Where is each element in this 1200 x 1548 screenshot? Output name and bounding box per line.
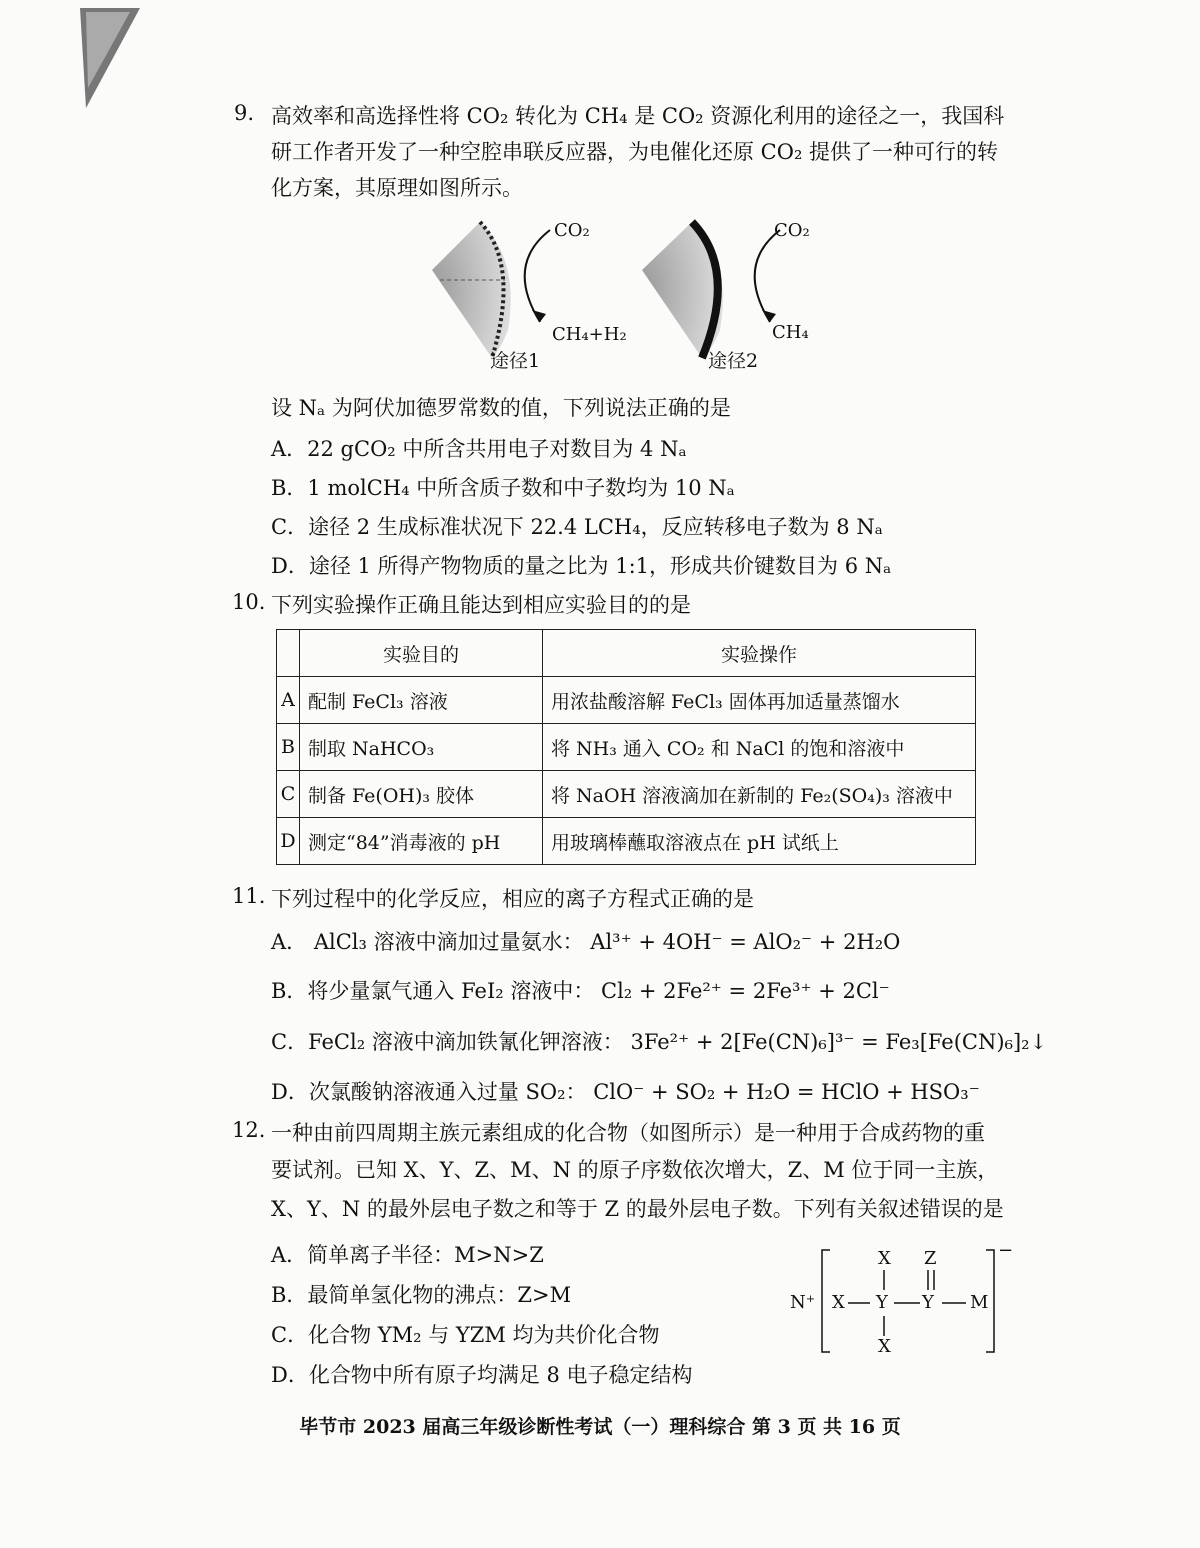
- table-cell: 将 NH₃ 通入 CO₂ 和 NaCl 的饱和溶液中: [543, 724, 976, 771]
- q10-number: 10.: [232, 590, 266, 614]
- q9-option-c: C．途径 2 生成标准状况下 22.4 LCH₄，反应转移电子数为 8 Nₐ: [271, 515, 883, 539]
- q12-line1: 一种由前四周期主族元素组成的化合物（如图所示）是一种用于合成药物的重: [271, 1121, 985, 1145]
- q11-option-d: D．次氯酸钠溶液通入过量 SO₂： ClO⁻ + SO₂ + H₂O = HClO + HSO₃⁻: [271, 1080, 980, 1104]
- q9-reaction-diagram: [420, 210, 840, 380]
- q9-line2: 研工作者开发了一种空腔串联反应器，为电催化还原 CO₂ 提供了一种可行的转: [271, 140, 999, 164]
- q10-stem: 下列实验操作正确且能达到相应实验目的的是: [271, 593, 691, 617]
- table-cell: 用玻璃棒蘸取溶液点在 pH 试纸上: [543, 818, 976, 865]
- q9-option-b: B．1 molCH₄ 中所含质子数和中子数均为 10 Nₐ: [271, 476, 735, 500]
- table-row: [277, 724, 976, 771]
- table-row: [277, 677, 976, 724]
- q12-option-b: B．最简单氢化物的沸点：Z>M: [271, 1283, 572, 1307]
- path1-caption: 途径1: [490, 350, 541, 372]
- scan-corner-mark: [80, 8, 140, 108]
- q11-option-b: B．将少量氯气通入 FeI₂ 溶液中： Cl₂ + 2Fe²⁺ = 2Fe³⁺ + 2Cl⁻: [271, 979, 890, 1003]
- q12-option-c: C．化合物 YM₂ 与 YZM 均为共价化合物: [271, 1323, 660, 1347]
- q12-line2: 要试剂。已知 X、Y、Z、M、N 的原子序数依次增大，Z、M 位于同一主族，: [271, 1158, 999, 1182]
- table-header-cell: [277, 630, 300, 677]
- table-cell: A: [277, 677, 300, 724]
- q11-option-a: A． AlCl₃ 溶液中滴加过量氨水： Al³⁺ + 4OH⁻ = AlO₂⁻ + 2H₂O: [271, 930, 901, 954]
- q11-number: 11.: [232, 884, 266, 908]
- path2-output-label: CH₄: [772, 322, 809, 343]
- table-cell: D: [277, 818, 300, 865]
- table-cell: 制备 Fe(OH)₃ 胶体: [300, 771, 543, 818]
- table-cell: 用浓盐酸溶解 FeCl₃ 固体再加适量蒸馏水: [543, 677, 976, 724]
- structure-atom-y1: Y: [876, 1292, 888, 1313]
- q10-experiment-table: [276, 629, 976, 865]
- q12-structure-diagram: [790, 1240, 1020, 1360]
- q9-number: 9.: [234, 101, 255, 125]
- q12-option-d: D．化合物中所有原子均满足 8 电子稳定结构: [271, 1363, 693, 1387]
- q9-stem: 设 Nₐ 为阿伏加德罗常数的值，下列说法正确的是: [271, 396, 731, 420]
- structure-atom-z: Z: [924, 1248, 937, 1269]
- page-footer: 毕节市 2023 届高三年级诊断性考试（一）理科综合 第 3 页 共 16 页: [299, 1416, 901, 1438]
- q11-option-c: C．FeCl₂ 溶液中滴加铁氰化钾溶液： 3Fe²⁺ + 2[Fe(CN)₆]³⁻ = Fe₃[Fe(CN)₆]₂↓: [271, 1030, 1048, 1054]
- table-header-cell: 实验操作: [543, 630, 976, 677]
- q12-option-a: A．简单离子半径：M>N>Z: [271, 1243, 544, 1267]
- path1-output-label: CH₄+H₂: [552, 324, 627, 345]
- table-header-row: [277, 630, 976, 677]
- table-cell: 配制 FeCl₃ 溶液: [300, 677, 543, 724]
- structure-atom-m: M: [970, 1292, 989, 1313]
- table-cell: 测定“84”消毒液的 pH: [300, 818, 543, 865]
- path2-input-label: CO₂: [774, 220, 810, 241]
- structure-cation: N⁺: [790, 1292, 816, 1313]
- q9-line1: 高效率和高选择性将 CO₂ 转化为 CH₄ 是 CO₂ 资源化利用的途径之一，我国科: [271, 104, 1005, 128]
- table-cell: 将 NaOH 溶液滴加在新制的 Fe₂(SO₄)₃ 溶液中: [543, 771, 976, 818]
- q9-option-d: D．途径 1 所得产物物质的量之比为 1:1，形成共价键数目为 6 Nₐ: [271, 554, 892, 578]
- structure-atom-x-top: X: [878, 1248, 891, 1269]
- structure-atom-y2: Y: [922, 1292, 934, 1313]
- table-row: [277, 771, 976, 818]
- table-row: [277, 818, 976, 865]
- q9-option-a: A．22 gCO₂ 中所含共用电子对数目为 4 Nₐ: [271, 437, 687, 461]
- q11-stem: 下列过程中的化学反应，相应的离子方程式正确的是: [271, 887, 754, 911]
- table-header-cell: 实验目的: [300, 630, 543, 677]
- table-cell: 制取 NaHCO₃: [300, 724, 543, 771]
- q12-number: 12.: [232, 1118, 266, 1142]
- path1-input-label: CO₂: [554, 220, 590, 241]
- table-cell: B: [277, 724, 300, 771]
- table-cell: C: [277, 771, 300, 818]
- structure-atom-x-left: X: [832, 1292, 845, 1313]
- path2-caption: 途径2: [708, 350, 759, 372]
- structure-charge: −: [998, 1240, 1014, 1261]
- q9-line3: 化方案，其原理如图所示。: [271, 176, 523, 200]
- q12-line3: X、Y、N 的最外层电子数之和等于 Z 的最外层电子数。下列有关叙述错误的是: [271, 1197, 1004, 1221]
- structure-atom-x-bottom: X: [878, 1336, 891, 1357]
